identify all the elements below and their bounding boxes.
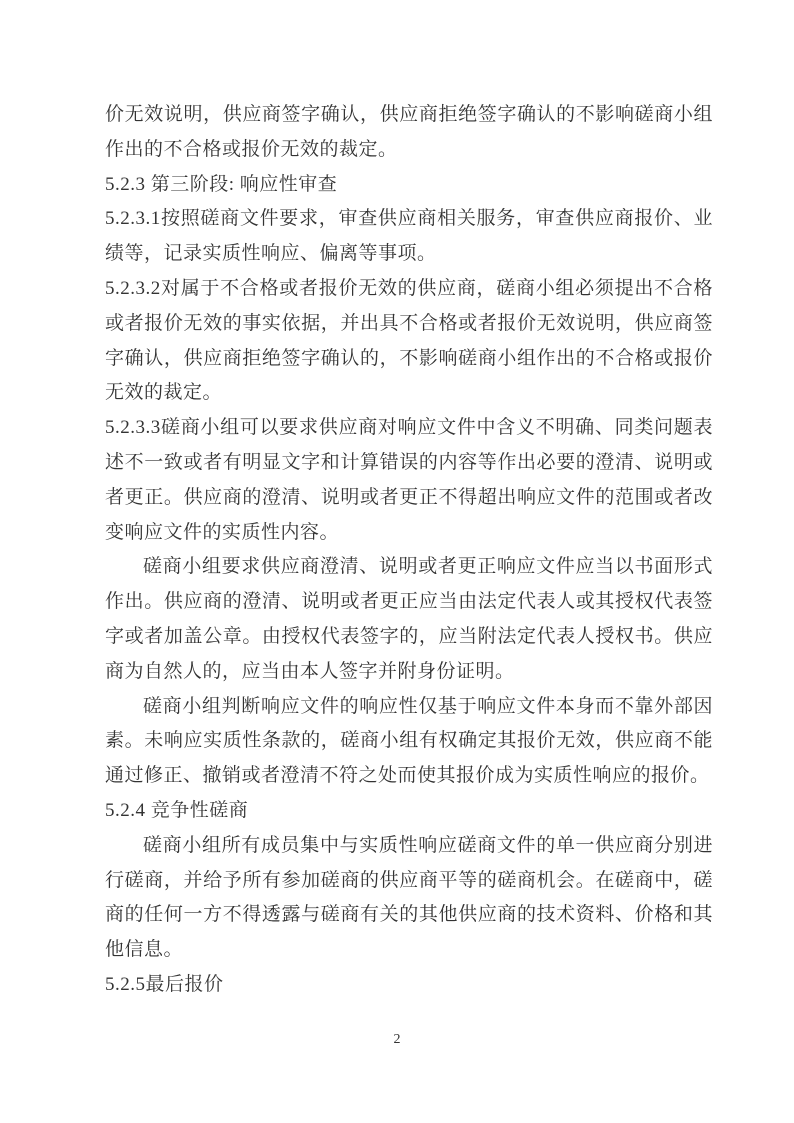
paragraph-5-2-3-1: 5.2.3.1按照磋商文件要求，审查供应商相关服务，审查供应商报价、业绩等，记录实质性响应、偏离等事项。 xyxy=(105,208,713,265)
document-body xyxy=(105,98,713,1003)
paragraph-continuation: 价无效说明，供应商签字确认，供应商拒绝签字确认的不影响磋商小组作出的不合格或报价无效的裁定。 xyxy=(105,104,713,160)
heading-5-2-5: 5.2.5最后报价 xyxy=(105,973,224,995)
heading-5-2-3: 5.2.3 第三阶段: 响应性审查 xyxy=(105,173,338,195)
paragraph-5-2-3-3: 5.2.3.3磋商小组可以要求供应商对响应文件中含义不明确、同类问题表述不一致或者有明显文字和计算错误的内容等作出必要的澄清、说明或者更正。供应商的澄清、说明或者更正不得超出响应文件的范围或者改变响应文件的实质性内容。 xyxy=(105,417,713,543)
heading-5-2-4: 5.2.4 竞争性磋商 xyxy=(105,799,249,821)
page-number: 2 xyxy=(393,1032,401,1047)
paragraph-5-2-3-2: 5.2.3.2对属于不合格或者报价无效的供应商，磋商小组必须提出不合格或者报价无效的事实依据，并出具不合格或者报价无效说明，供应商签字确认，供应商拒绝签字确认的，不影响磋商小组作出的不合格或报价无效的裁定。 xyxy=(105,277,713,404)
paragraph-responsiveness-judgment: 磋商小组判断响应文件的响应性仅基于响应文件本身而不靠外部因素。未响应实质性条款的，磋商小组有权确定其报价无效，供应商不能通过修正、撤销或者澄清不符之处而使其报价成为实质性响应的报价。 xyxy=(105,695,713,787)
paragraph-clarification-written-form: 磋商小组要求供应商澄清、说明或者更正响应文件应当以书面形式作出。供应商的澄清、说明或者更正应当由法定代表人或其授权代表签字或者加盖公章。由授权代表签字的，应当附法定代表人授权书。供应商为自然人的，应当由本人签字并附身份证明。 xyxy=(105,556,713,682)
paragraph-negotiation-process: 磋商小组所有成员集中与实质性响应磋商文件的单一供应商分别进行磋商，并给予所有参加磋商的供应商平等的磋商机会。在磋商中，磋商的任何一方不得透露与磋商有关的其他供应商的技术资料、价格和其他信息。 xyxy=(105,834,713,961)
